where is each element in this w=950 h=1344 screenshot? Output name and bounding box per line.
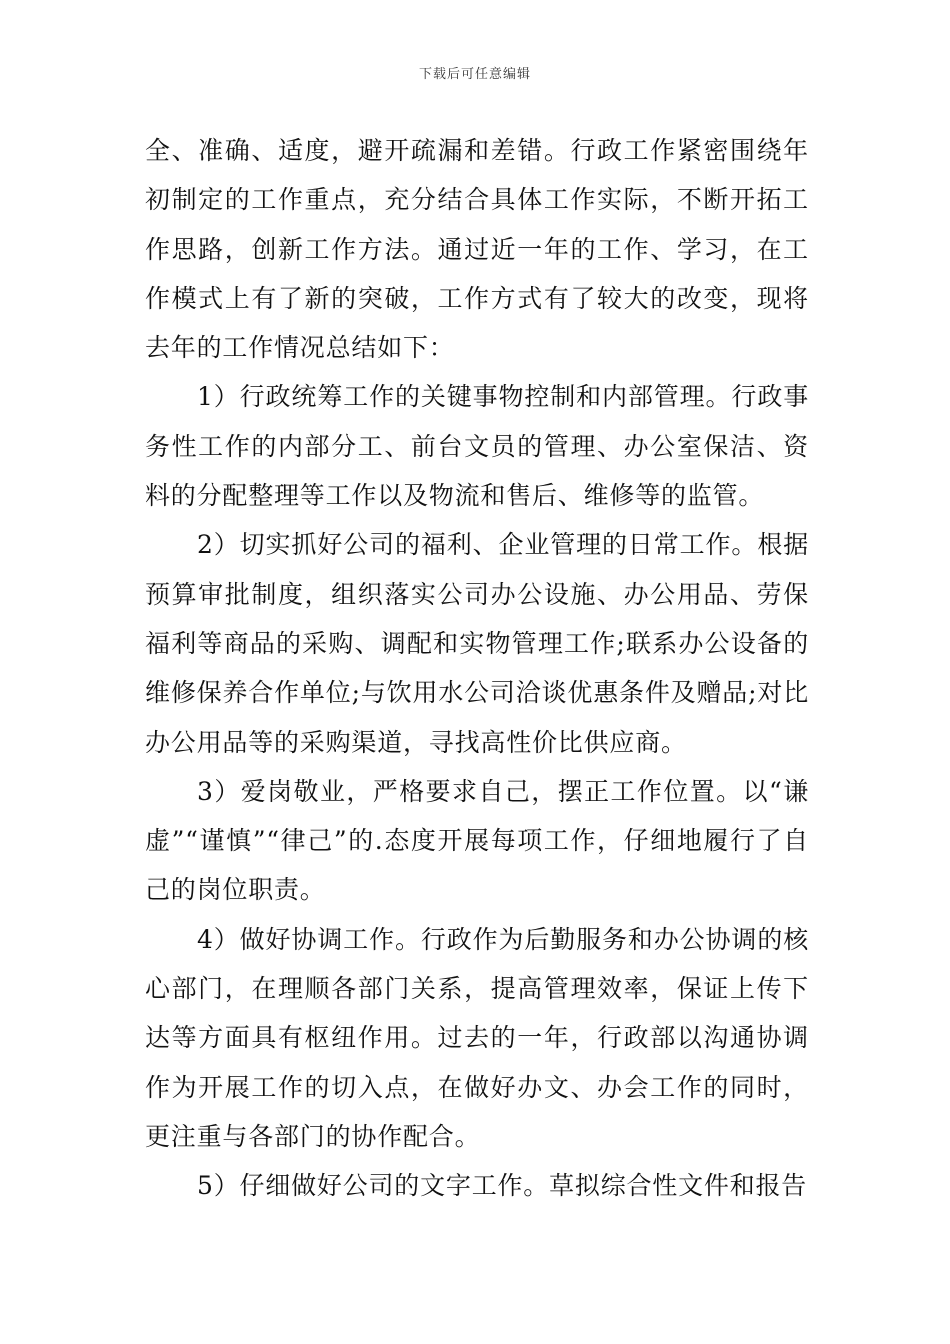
paragraph-item-4: 4）做好协调工作。行政作为后勤服务和办公协调的核心部门，在理顺各部门关系，提高管理效率，保证上传下达等方面具有枢纽作用。过去的一年，行政部以沟通协调作为开展工作的切入点，在做好办文、办会工作的同时，更注重与各部门的协作配合。 — [145, 924, 809, 1151]
page-header: 下载后可任意编辑 — [418, 67, 531, 82]
paragraph-item-5: 5）仔细做好公司的文字工作。草拟综合性文件和报告 — [197, 1171, 808, 1201]
paragraph-intro: 全、准确、适度，避开疏漏和差错。行政工作紧密围绕年初制定的工作重点，充分结合具体工作实际，不断开拓工作思路，创新工作方法。通过近一年的工作、学习，在工作模式上有了新的突破，工作方式有了较大的改变，现将去年的工作情况总结如下： — [145, 136, 809, 363]
paragraph-item-3: 3）爱岗敬业，严格要求自己，摆正工作位置。以“谦虚”“谨慎”“律己”的.态度开展每项工作，仔细地履行了自己的岗位职责。 — [145, 776, 809, 905]
paragraph-item-2: 2）切实抓好公司的福利、企业管理的日常工作。根据预算审批制度，组织落实公司办公设施、办公用品、劳保福利等商品的采购、调配和实物管理工作;联系办公设备的维修保养合作单位;与饮用水公司洽谈优惠条件及赠品;对比办公用品等的采购渠道，寻找高性价比供应商。 — [145, 530, 809, 757]
document-body — [145, 126, 809, 1211]
paragraph-item-1: 1）行政统筹工作的关键事物控制和内部管理。行政事务性工作的内部分工、前台文员的管理、办公室保洁、资料的分配整理等工作以及物流和售后、维修等的监管。 — [145, 382, 809, 511]
